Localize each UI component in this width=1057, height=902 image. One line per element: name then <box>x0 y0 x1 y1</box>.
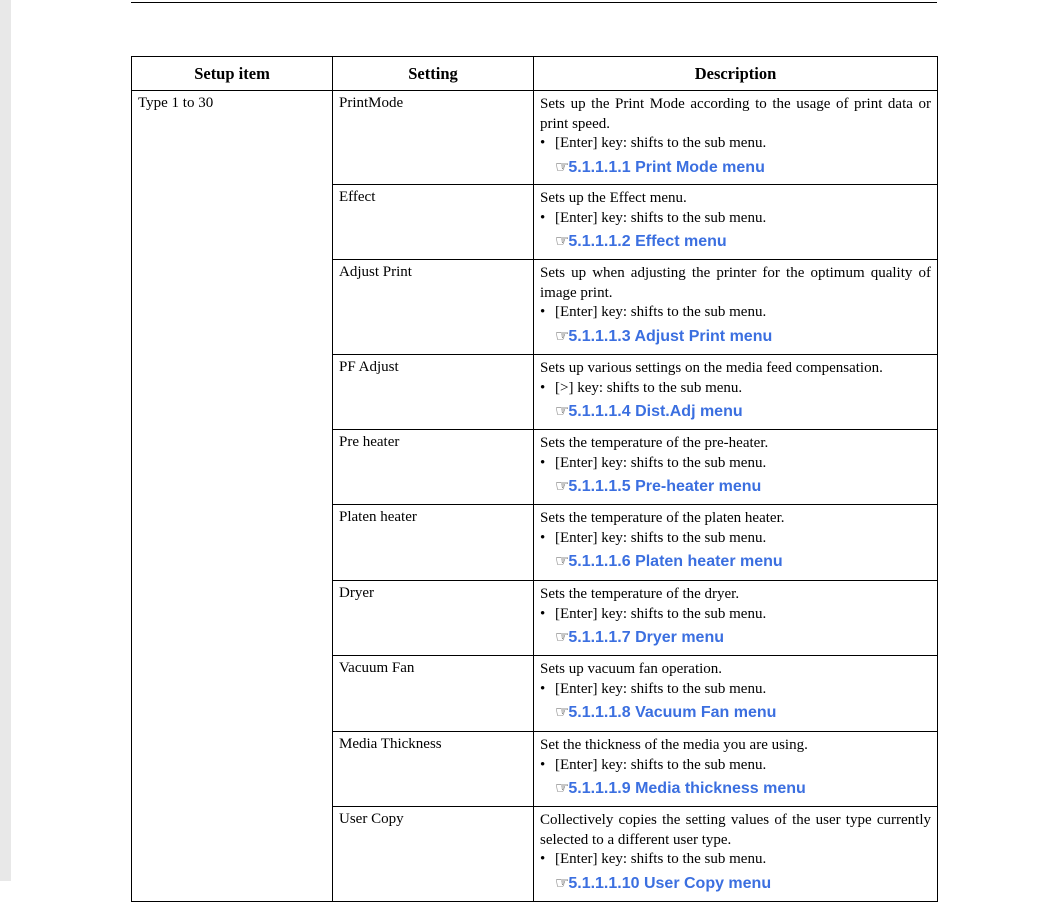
description-cell <box>534 91 938 185</box>
reference-hand-icon: ☞ <box>555 401 569 420</box>
reference-line <box>540 872 931 895</box>
setting-cell: Pre heater <box>333 430 534 505</box>
bullet-text: [Enter] key: shifts to the sub menu. <box>555 135 767 151</box>
bullet-line <box>540 756 931 776</box>
description-text: Sets the temperature of the platen heater. <box>540 510 785 526</box>
setting-cell: PF Adjust <box>333 355 534 430</box>
bullet-text: [Enter] key: shifts to the sub menu. <box>555 605 767 622</box>
bullet-line <box>540 209 931 229</box>
reference-hand-icon: ☞ <box>555 325 569 345</box>
reference-line <box>540 325 931 348</box>
bullet-dot: • <box>540 304 546 320</box>
bullet-line <box>540 850 931 870</box>
description-text: Sets up the Print Mode according to the usage of print data or print speed. <box>540 96 931 132</box>
reference-line <box>540 156 931 179</box>
reference-link[interactable]: 5.1.1.1.4 Dist.Adj menu <box>568 403 743 420</box>
reference-hand-icon: ☞ <box>555 476 569 495</box>
reference-line <box>540 701 931 724</box>
bullet-dot: • <box>540 680 546 697</box>
bullet-line <box>540 680 931 700</box>
reference-hand-icon: ☞ <box>555 156 569 176</box>
setting-cell: Dryer <box>333 581 534 656</box>
bullet-dot: • <box>540 529 546 546</box>
description-text: Sets up the Effect menu. <box>540 190 687 206</box>
table-header-row <box>132 57 938 91</box>
reference-line <box>540 475 931 498</box>
description-cell <box>534 732 938 807</box>
header-setting: Setting <box>333 57 534 91</box>
header-description: Description <box>534 57 938 91</box>
bullet-line <box>540 303 931 323</box>
description-text: Sets up vacuum fan operation. <box>540 661 723 677</box>
setup-table <box>131 56 938 902</box>
bullet-text: [Enter] key: shifts to the sub menu. <box>555 529 767 546</box>
bullet-text: [Enter] key: shifts to the sub menu. <box>555 851 767 867</box>
bullet-text: [Enter] key: shifts to the sub menu. <box>555 454 767 471</box>
setting-cell: Effect <box>333 185 534 260</box>
reference-line <box>540 230 931 253</box>
description-cell <box>534 807 938 902</box>
description-cell <box>534 430 938 505</box>
description-cell <box>534 656 938 732</box>
description-text: Sets up when adjusting the printer for the optimum quality of image print. <box>540 265 931 301</box>
reference-hand-icon: ☞ <box>555 778 569 797</box>
viewer-left-gutter <box>0 0 11 881</box>
bullet-text: [Enter] key: shifts to the sub menu. <box>555 756 767 773</box>
bullet-text: [Enter] key: shifts to the sub menu. <box>555 209 767 226</box>
reference-line <box>540 400 931 423</box>
setting-cell: Adjust Print <box>333 260 534 355</box>
description-cell <box>534 185 938 260</box>
reference-link[interactable]: 5.1.1.1.10 User Copy menu <box>568 874 772 892</box>
setting-cell: Media Thickness <box>333 732 534 807</box>
description-cell <box>534 581 938 656</box>
description-text: Collectively copies the setting values of the user type currently selected to a different user type. <box>540 812 931 848</box>
reference-line <box>540 626 931 649</box>
bullet-dot: • <box>540 756 546 773</box>
reference-hand-icon: ☞ <box>555 551 569 570</box>
reference-link[interactable]: 5.1.1.1.7 Dryer menu <box>568 629 724 646</box>
bullet-line <box>540 454 931 474</box>
bullet-text: [>] key: shifts to the sub menu. <box>555 379 743 396</box>
reference-link[interactable]: 5.1.1.1.9 Media thickness menu <box>568 780 806 797</box>
page-header-rule <box>131 2 937 3</box>
reference-hand-icon: ☞ <box>555 872 569 892</box>
bullet-dot: • <box>540 135 546 151</box>
reference-link[interactable]: 5.1.1.1.6 Platen heater menu <box>568 553 783 570</box>
reference-link[interactable]: 5.1.1.1.1 Print Mode menu <box>568 158 765 176</box>
bullet-line <box>540 529 931 549</box>
setting-cell: PrintMode <box>333 91 534 185</box>
bullet-text: [Enter] key: shifts to the sub menu. <box>555 680 767 697</box>
reference-link[interactable]: 5.1.1.1.5 Pre-heater menu <box>568 478 762 495</box>
setting-cell: User Copy <box>333 807 534 902</box>
table-row <box>132 91 938 185</box>
reference-link[interactable]: 5.1.1.1.3 Adjust Print menu <box>568 327 773 345</box>
reference-line <box>540 550 931 573</box>
bullet-dot: • <box>540 851 546 867</box>
setup-item-cell: Type 1 to 30 <box>132 91 333 902</box>
reference-hand-icon: ☞ <box>555 627 569 646</box>
description-text: Sets the temperature of the pre-heater. <box>540 435 769 451</box>
description-cell <box>534 260 938 355</box>
description-cell <box>534 355 938 430</box>
bullet-dot: • <box>540 379 546 396</box>
description-text: Set the thickness of the media you are using. <box>540 737 808 753</box>
bullet-text: [Enter] key: shifts to the sub menu. <box>555 304 767 320</box>
bullet-dot: • <box>540 605 546 622</box>
description-cell <box>534 505 938 581</box>
reference-line <box>540 777 931 800</box>
bullet-dot: • <box>540 454 546 471</box>
bullet-line <box>540 134 931 154</box>
bullet-line <box>540 605 931 625</box>
bullet-dot: • <box>540 209 546 226</box>
header-setup-item: Setup item <box>132 57 333 91</box>
setting-cell: Platen heater <box>333 505 534 581</box>
description-text: Sets the temperature of the dryer. <box>540 586 740 602</box>
bullet-line <box>540 379 931 399</box>
setting-cell: Vacuum Fan <box>333 656 534 732</box>
table-body <box>132 91 938 902</box>
description-text: Sets up various settings on the media feed compensation. <box>540 360 883 376</box>
reference-hand-icon: ☞ <box>555 702 569 721</box>
reference-link[interactable]: 5.1.1.1.8 Vacuum Fan menu <box>568 704 777 721</box>
reference-link[interactable]: 5.1.1.1.2 Effect menu <box>568 233 727 250</box>
reference-hand-icon: ☞ <box>555 231 569 250</box>
